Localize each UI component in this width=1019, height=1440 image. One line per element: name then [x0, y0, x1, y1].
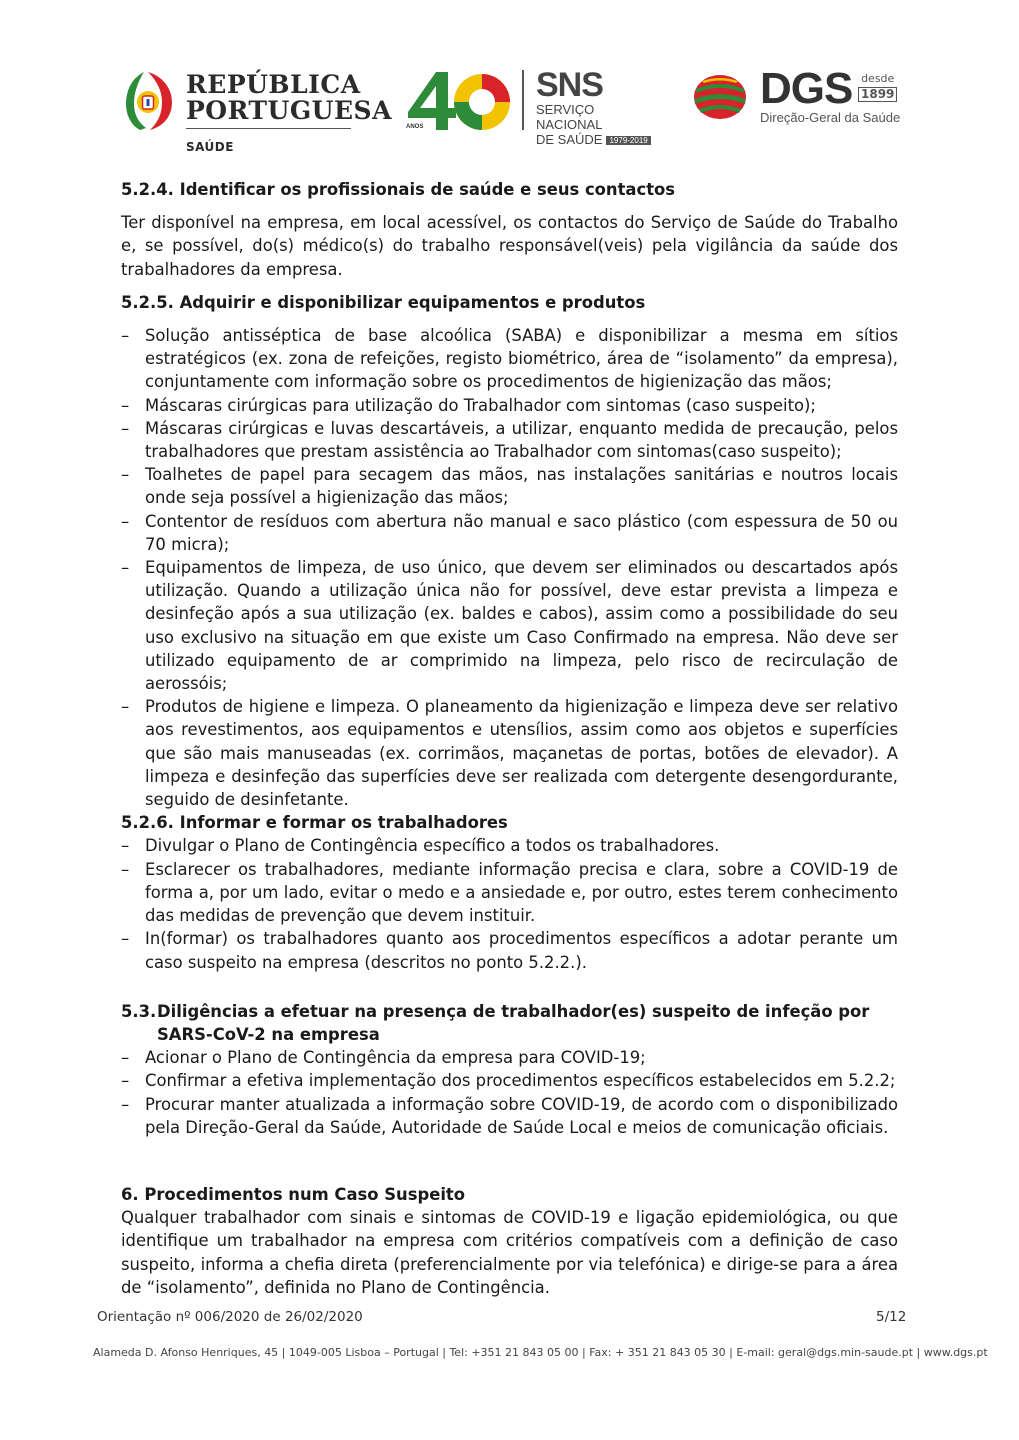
list-item: – Divulgar o Plano de Contingência específico a todos os trabalhadores.	[121, 834, 898, 857]
list-item: – Toalhetes de papel para secagem das mãos, nas instalações sanitárias e noutros locais onde seja possível a higienização das mãos;	[121, 463, 898, 509]
dgs-subtitle: Direção-Geral da Saúde	[760, 110, 901, 125]
section-heading-5-2-6: 5.2.6. Informar e formar os trabalhadores	[121, 813, 508, 833]
page-number: 5/12	[876, 1309, 907, 1325]
document-body	[121, 178, 898, 1299]
list-item: – Produtos de higiene e limpeza. O planeamento da higienização e limpeza deve ser relativo aos revestimentos, aos equipamentos e utensílios, assim como aos objetos e superfícies que são mais manuseadas (ex. corrimãos, maçanetas de portas, botões de elevador). A limpeza e desinfeção das superfícies deve ser realizada com detergente desengordurante, seguido de desinfetante.	[121, 695, 898, 811]
section-heading-6: 6. Procedimentos num Caso Suspeito	[121, 1184, 466, 1204]
section-6-paragraph: Qualquer trabalhador com sinais e sintomas de COVID-19 e ligação epidemiológica, ou que identifique um trabalhador na empresa com critérios compatíveis com a definição de caso suspeito, informa a chefia direta (preferencialmente por via telefónica) e dirige-se para a área de “isolamento”, definida no Plano de Contingência.	[121, 1208, 898, 1297]
sns-years-badge: 1979-2019	[606, 136, 650, 145]
section-5-3-list	[121, 1046, 898, 1139]
dgs-emblem-icon	[692, 72, 750, 122]
sns-title: SNS	[536, 66, 603, 104]
list-item: – In(formar) os trabalhadores quanto aos procedimentos específicos a adotar perante um caso suspeito na empresa (descritos no ponto 5.2.2.).	[121, 927, 898, 973]
anniversary-40-icon	[402, 68, 514, 134]
dgs-title: DGS	[760, 64, 853, 113]
list-item: – Acionar o Plano de Contingência da empresa para COVID-19;	[121, 1046, 898, 1069]
footer-address: Alameda D. Afonso Henriques, 45 | 1049-005 Lisboa – Portugal | Tel: +351 21 843 05 00 | Fax: + 351 21 843 05 30 | E-mail: geral@dgs.min-saude.pt | www.dgs.pt	[93, 1346, 988, 1359]
section-5-2-6-list	[121, 834, 898, 973]
section-5-2-4-paragraph: Ter disponível na empresa, em local acessível, os contactos do Serviço de Saúde do Trabalho e, se possível, do(s) médico(s) do trabalho responsável(veis) pela vigilância da saúde dos trabalhadores da empresa.	[121, 213, 898, 279]
document-reference: Orientação nº 006/2020 de 26/02/2020	[97, 1309, 363, 1325]
list-item: – Procurar manter atualizada a informação sobre COVID-19, de acordo com o disponibilizado pela Direção-Geral da Saúde, Autoridade de Saúde Local e meios de comunicação oficiais.	[121, 1093, 898, 1139]
section-5-2-5-list	[121, 324, 898, 811]
section-heading-5-2-5: 5.2.5. Adquirir e disponibilizar equipamentos e produtos	[121, 292, 646, 312]
republica-portuguesa-title: REPÚBLICA PORTUGUESA	[186, 70, 392, 125]
list-item: – Esclarecer os trabalhadores, mediante informação precisa e clara, sobre a COVID-19 de forma a, por um lado, evitar o medo e a ansiedade e, por outro, estes terem conhecimento das medidas de prevenção que devem instituir.	[121, 858, 898, 928]
logo-rule	[186, 128, 351, 129]
list-item: – Máscaras cirúrgicas para utilização do Trabalhador com sintomas (caso suspeito);	[121, 394, 898, 417]
list-item: – Solução antisséptica de base alcoólica (SABA) e disponibilizar a mesma em sítios estratégicos (ex. zona de refeições, registo biométrico, área de “isolamento” da empresa), conjuntamente com informação sobre os procedimentos de higienização das mãos;	[121, 324, 898, 394]
page-header	[0, 0, 1019, 160]
portuguese-flag-emblem-icon	[124, 70, 176, 132]
section-heading-5-3: 5.3. Diligências a efetuar na presença de trabalhador(es) suspeito de infeção por SARS-CoV-2 na empresa	[121, 1001, 870, 1044]
dgs-since-badge: desde 1899	[858, 72, 897, 102]
section-heading-5-2-4: 5.2.4. Identificar os profissionais de saúde e seus contactos	[121, 180, 676, 199]
saude-subtitle: SAÚDE	[186, 140, 234, 154]
anos-label: ANOS	[406, 124, 424, 130]
logo-divider	[522, 70, 524, 130]
list-item: – Equipamentos de limpeza, de uso único, que devem ser eliminados ou descartados após utilização. Quando a utilização única não for possível, deve estar prevista a limpeza e desinfeção após a sua utilização (ex. baldes e cabos), assim como a possibilidade do seu uso exclusivo na situação em que existe um Caso Confirmado na empresa. Não deve ser utilizado equipamento de ar comprimido na limpeza, pelo risco de recirculação de aerossóis;	[121, 556, 898, 695]
list-item: – Máscaras cirúrgicas e luvas descartáveis, a utilizar, enquanto medida de precaução, pelos trabalhadores que prestam assistência ao Trabalhador com sintomas(caso suspeito);	[121, 417, 898, 463]
list-item: – Confirmar a efetiva implementação dos procedimentos específicos estabelecidos em 5.2.2;	[121, 1069, 898, 1092]
list-item: – Contentor de resíduos com abertura não manual e saco plástico (com espessura de 50 ou 70 micra);	[121, 510, 898, 556]
sns-subtitle: SERVIÇO NACIONAL DE SAÚDE 1979-2019	[536, 102, 652, 148]
sns-40-anos-logo	[402, 66, 652, 147]
republica-portuguesa-logo	[124, 70, 392, 160]
dgs-logo	[692, 64, 902, 130]
